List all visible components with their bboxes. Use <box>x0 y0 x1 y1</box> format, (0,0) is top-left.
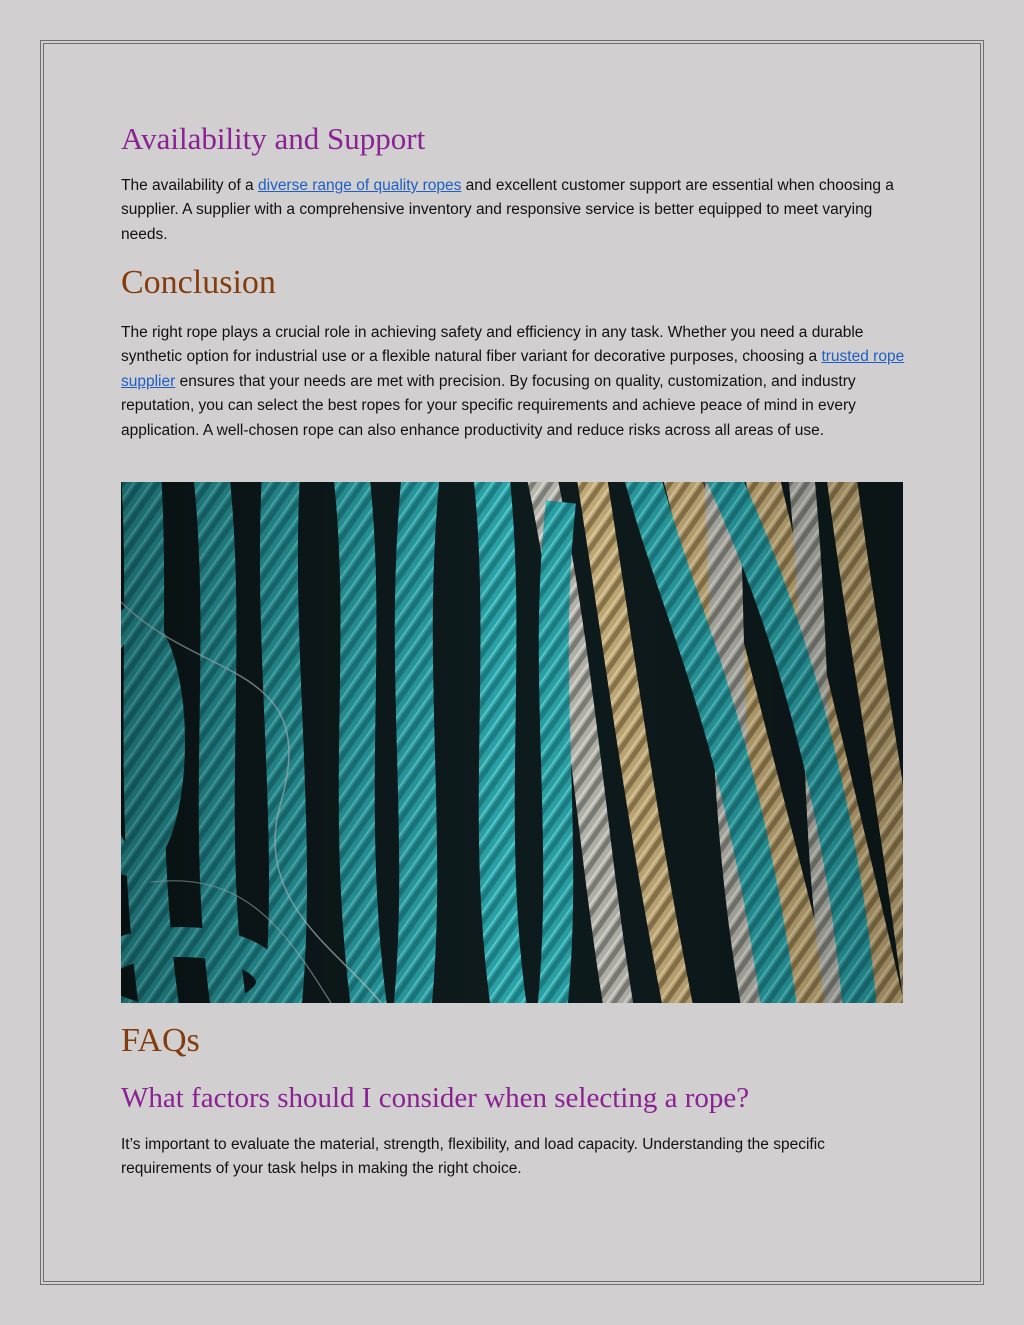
availability-text-after: and excellent customer support are essential when choosing a supplier. A supplier with a comprehensive inventory and responsive service is better equipped to meet varying needs. <box>121 177 894 243</box>
heading-faqs: FAQs <box>121 1022 200 1059</box>
rope-photo-illustration <box>121 482 903 1003</box>
heading-availability-and-support: Availability and Support <box>121 121 426 156</box>
link-trusted-rope-supplier[interactable]: trusted rope supplier <box>121 348 905 390</box>
paragraph-availability <box>121 174 911 247</box>
link-diverse-range-of-quality-ropes[interactable]: diverse range of quality ropes <box>258 177 462 194</box>
faq-question-selecting-rope: What factors should I consider when selecting a rope? <box>121 1082 750 1114</box>
rope-photo <box>121 482 903 1003</box>
paragraph-conclusion <box>121 321 911 443</box>
availability-text-before: The availability of a <box>121 177 258 194</box>
faq-answer-selecting-rope: It’s important to evaluate the material, strength, flexibility, and load capacity. Understanding the specific requirements of your task helps in making the right choice. <box>121 1136 825 1178</box>
conclusion-text-before: The right rope plays a crucial role in achieving safety and efficiency in any task. Whether you need a durable synthetic option for industrial use or a flexible natural fiber variant for decorative purposes, choosing a <box>121 324 864 366</box>
conclusion-text-after: ensures that your needs are met with precision. By focusing on quality, customization, and industry reputation, you can select the best ropes for your specific requirements and achieve peace of mind in every application. A well-chosen rope can also enhance productivity and reduce risks across all areas of use. <box>121 372 856 439</box>
heading-conclusion: Conclusion <box>121 264 276 301</box>
